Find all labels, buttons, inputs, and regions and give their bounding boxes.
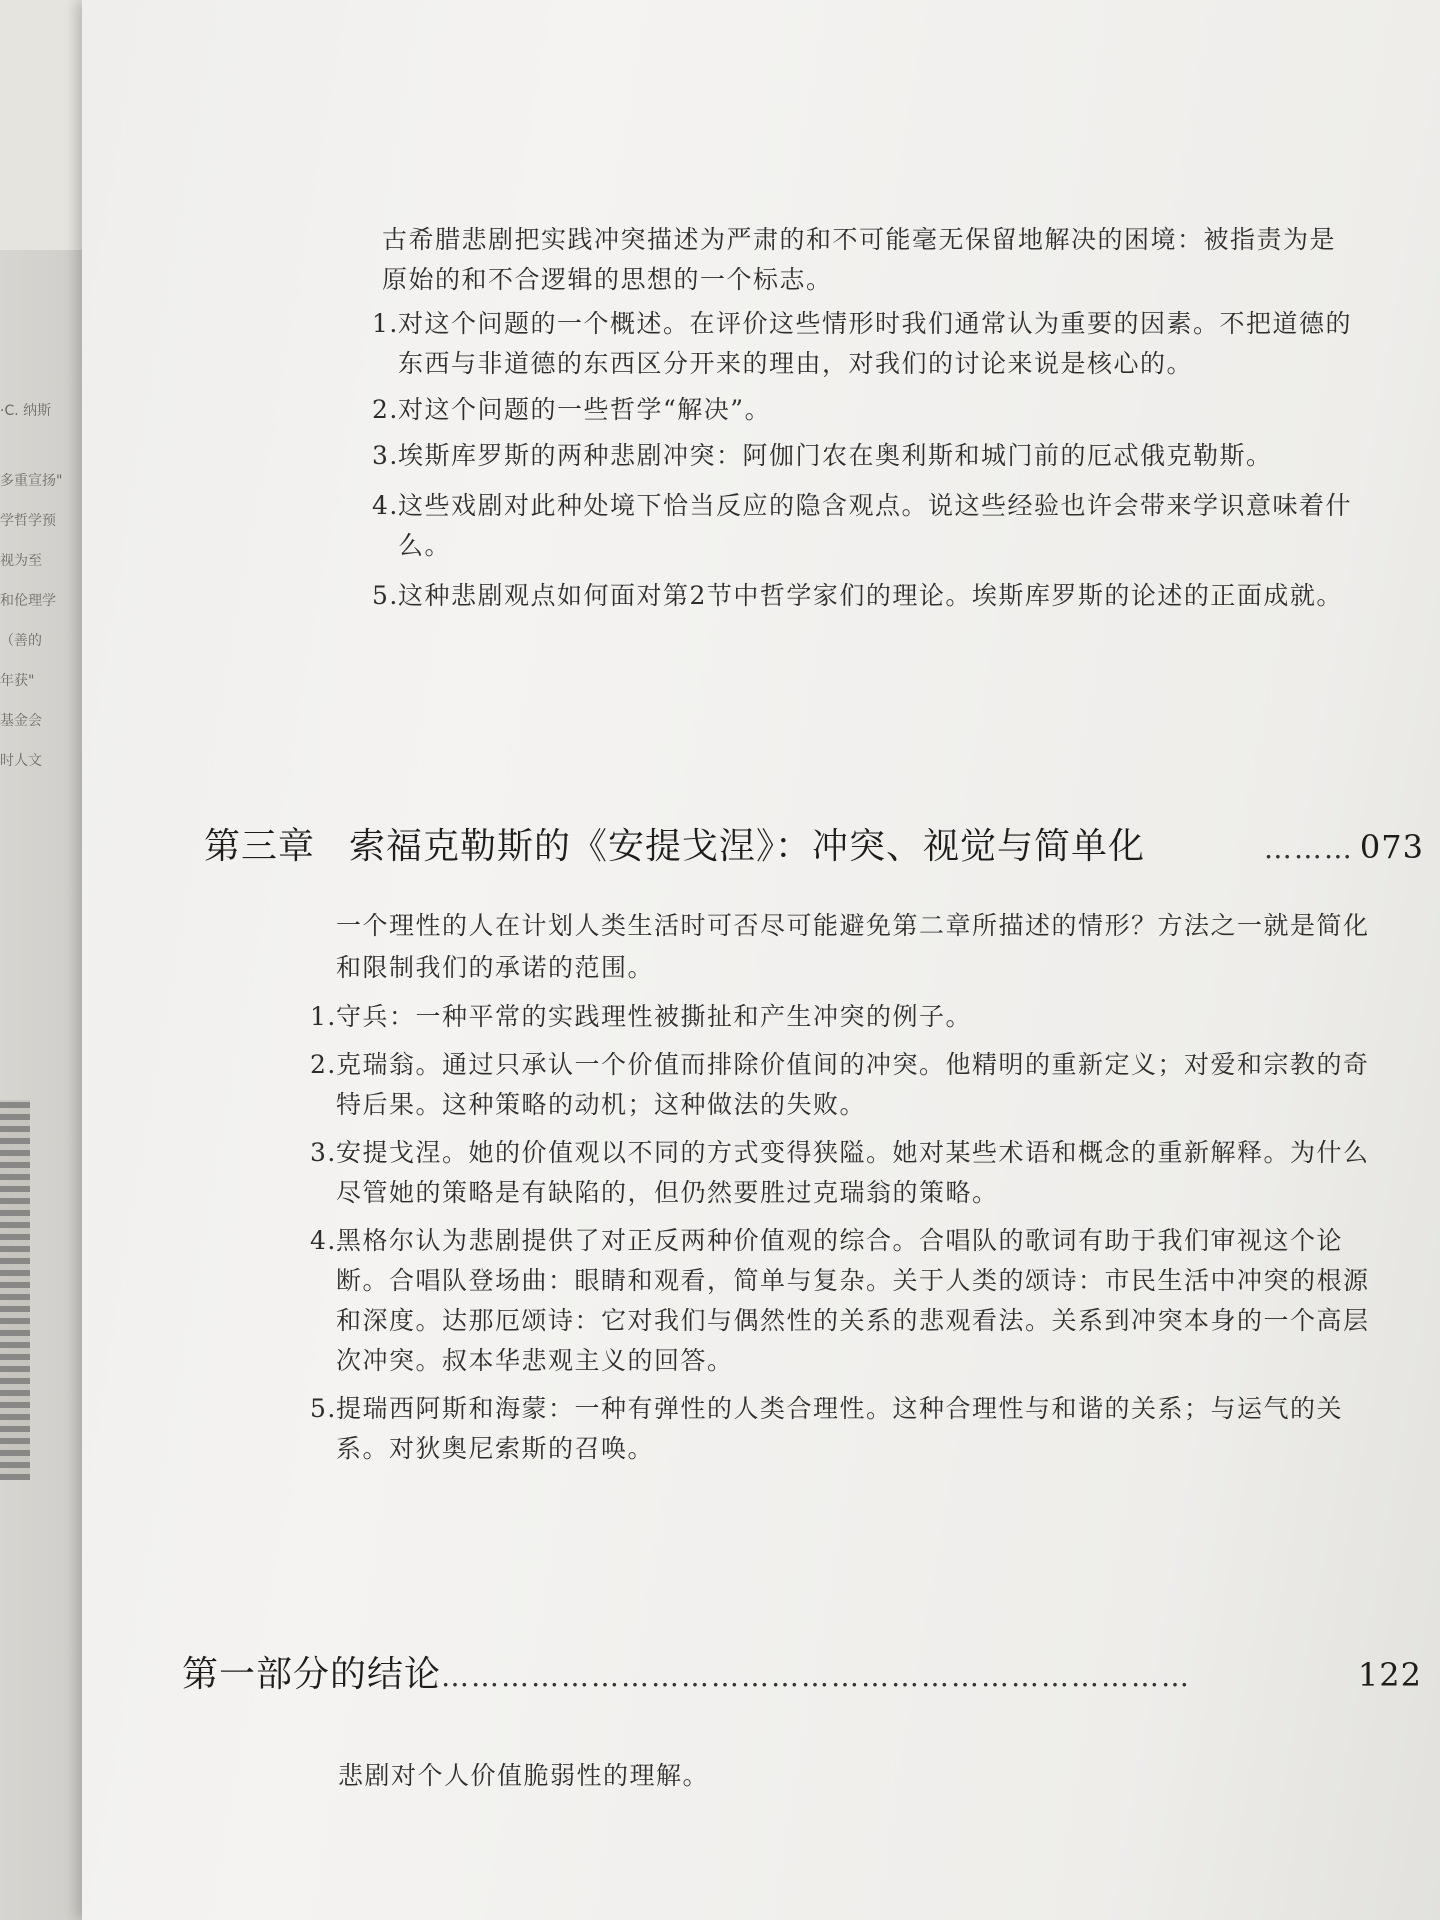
bg-fragment: 和伦理学 — [0, 593, 56, 609]
toc-entry-part1-conclusion[interactable] — [182, 1650, 1422, 1702]
chapter2-intro: 古希腊悲剧把实践冲突描述为严肃的和不可能毫无保留地解决的困境：被指责为是原始的和不合逻辑的思想的一个标志。 — [382, 225, 1337, 294]
bg-fragment: 学哲学预 — [0, 513, 56, 529]
list-item — [372, 390, 1362, 430]
page-number: 122 — [1357, 1656, 1422, 1694]
item-text: 安提戈涅。她的价值观以不同的方式变得狭隘。她对某些术语和概念的重新解释。为什么尽管她的策略是有缺陷的，但仍然要胜过克瑞翁的策略。 — [336, 1138, 1370, 1207]
bg-fragment: 多重宣扬" — [0, 473, 63, 489]
list-item — [310, 1389, 1370, 1469]
item-number: 2. — [372, 395, 399, 424]
conclusion-title: 第一部分的结论 — [182, 1654, 442, 1695]
chapter3-summary — [310, 905, 1370, 1469]
item-number: 1. — [310, 1002, 337, 1031]
item-text: 对这个问题的一个概述。在评价这些情形时我们通常认为重要的因素。不把道德的东西与非道德的东西区分开来的理由，对我们的讨论来说是核心的。 — [398, 309, 1353, 378]
leader-dots: ………………………………………………………………… — [441, 1660, 1192, 1693]
item-text: 对这个问题的一些哲学“解决”。 — [398, 395, 772, 424]
bg-fragment: 时人文 — [0, 753, 42, 769]
list-item — [372, 576, 1362, 616]
item-text: 黑格尔认为悲剧提供了对正反两种价值观的综合。合唱队的歌词有助于我们审视这个论断。合唱队登场曲：眼睛和观看，简单与复杂。关于人类的颂诗：市民生活中冲突的根源和深度。达那厄颂诗：它对我们与偶然性的关系的悲观看法。关系到冲突本身的一个高层次冲突。叔本华悲观主义的回答。 — [336, 1226, 1370, 1375]
bg-fragment: （善的 — [0, 633, 42, 649]
leader-dots: ……… — [1263, 832, 1354, 865]
list-item — [372, 436, 1362, 476]
bg-fragment: 年获" — [0, 673, 35, 689]
item-number: 4. — [372, 491, 399, 520]
item-text: 这种悲剧观点如何面对第2节中哲学家们的理论。埃斯库罗斯的论述的正面成就。 — [398, 581, 1343, 610]
page-number: 073 — [1359, 828, 1424, 866]
qr-code-fragment — [0, 1100, 30, 1480]
item-text: 这些戏剧对此种处境下恰当反应的隐含观点。说这些经验也许会带来学识意味着什么。 — [398, 491, 1353, 560]
list-item — [310, 997, 1370, 1037]
book-page — [82, 0, 1440, 1920]
list-item — [372, 304, 1362, 384]
bg-fragment: 基金会 — [0, 713, 42, 729]
list-item — [310, 1133, 1370, 1213]
bg-fragment: ·C. 纳斯 — [0, 403, 52, 419]
item-number: 2. — [310, 1050, 337, 1079]
item-number: 4. — [310, 1226, 337, 1255]
item-number: 1. — [372, 309, 399, 338]
list-item — [372, 486, 1362, 566]
item-text: 提瑞西阿斯和海蒙：一种有弹性的人类合理性。这种合理性与和谐的关系；与运气的关系。对狄奥尼索斯的召唤。 — [336, 1394, 1344, 1463]
item-number: 3. — [372, 441, 399, 470]
item-number: 5. — [310, 1394, 337, 1423]
item-text: 埃斯库罗斯的两种悲剧冲突：阿伽门农在奥利斯和城门前的厄忒俄克勒斯。 — [398, 441, 1273, 470]
chapter2-summary — [372, 220, 1362, 616]
chapter-label: 第三章 — [204, 826, 316, 867]
chapter-title: 索福克勒斯的《安提戈涅》：冲突、视觉与简单化 — [349, 826, 1146, 867]
conclusion-description: 悲剧对个人价值脆弱性的理解。 — [338, 1761, 710, 1790]
item-number: 5. — [372, 581, 399, 610]
list-item — [310, 1221, 1370, 1381]
list-item — [310, 1045, 1370, 1125]
item-text: 守兵：一种平常的实践理性被撕扯和产生冲突的例子。 — [336, 1002, 973, 1031]
item-number: 3. — [310, 1138, 337, 1167]
toc-entry-chapter3[interactable] — [204, 822, 1424, 874]
chapter3-intro: 一个理性的人在计划人类生活时可否尽可能避免第二章所描述的情形？方法之一就是简化和限制我们的承诺的范围。 — [336, 911, 1370, 982]
item-text: 克瑞翁。通过只承认一个价值而排除价值间的冲突。他精明的重新定义；对爱和宗教的奇特后果。这种策略的动机；这种做法的失败。 — [336, 1050, 1370, 1119]
bg-fragment: 视为至 — [0, 553, 42, 569]
